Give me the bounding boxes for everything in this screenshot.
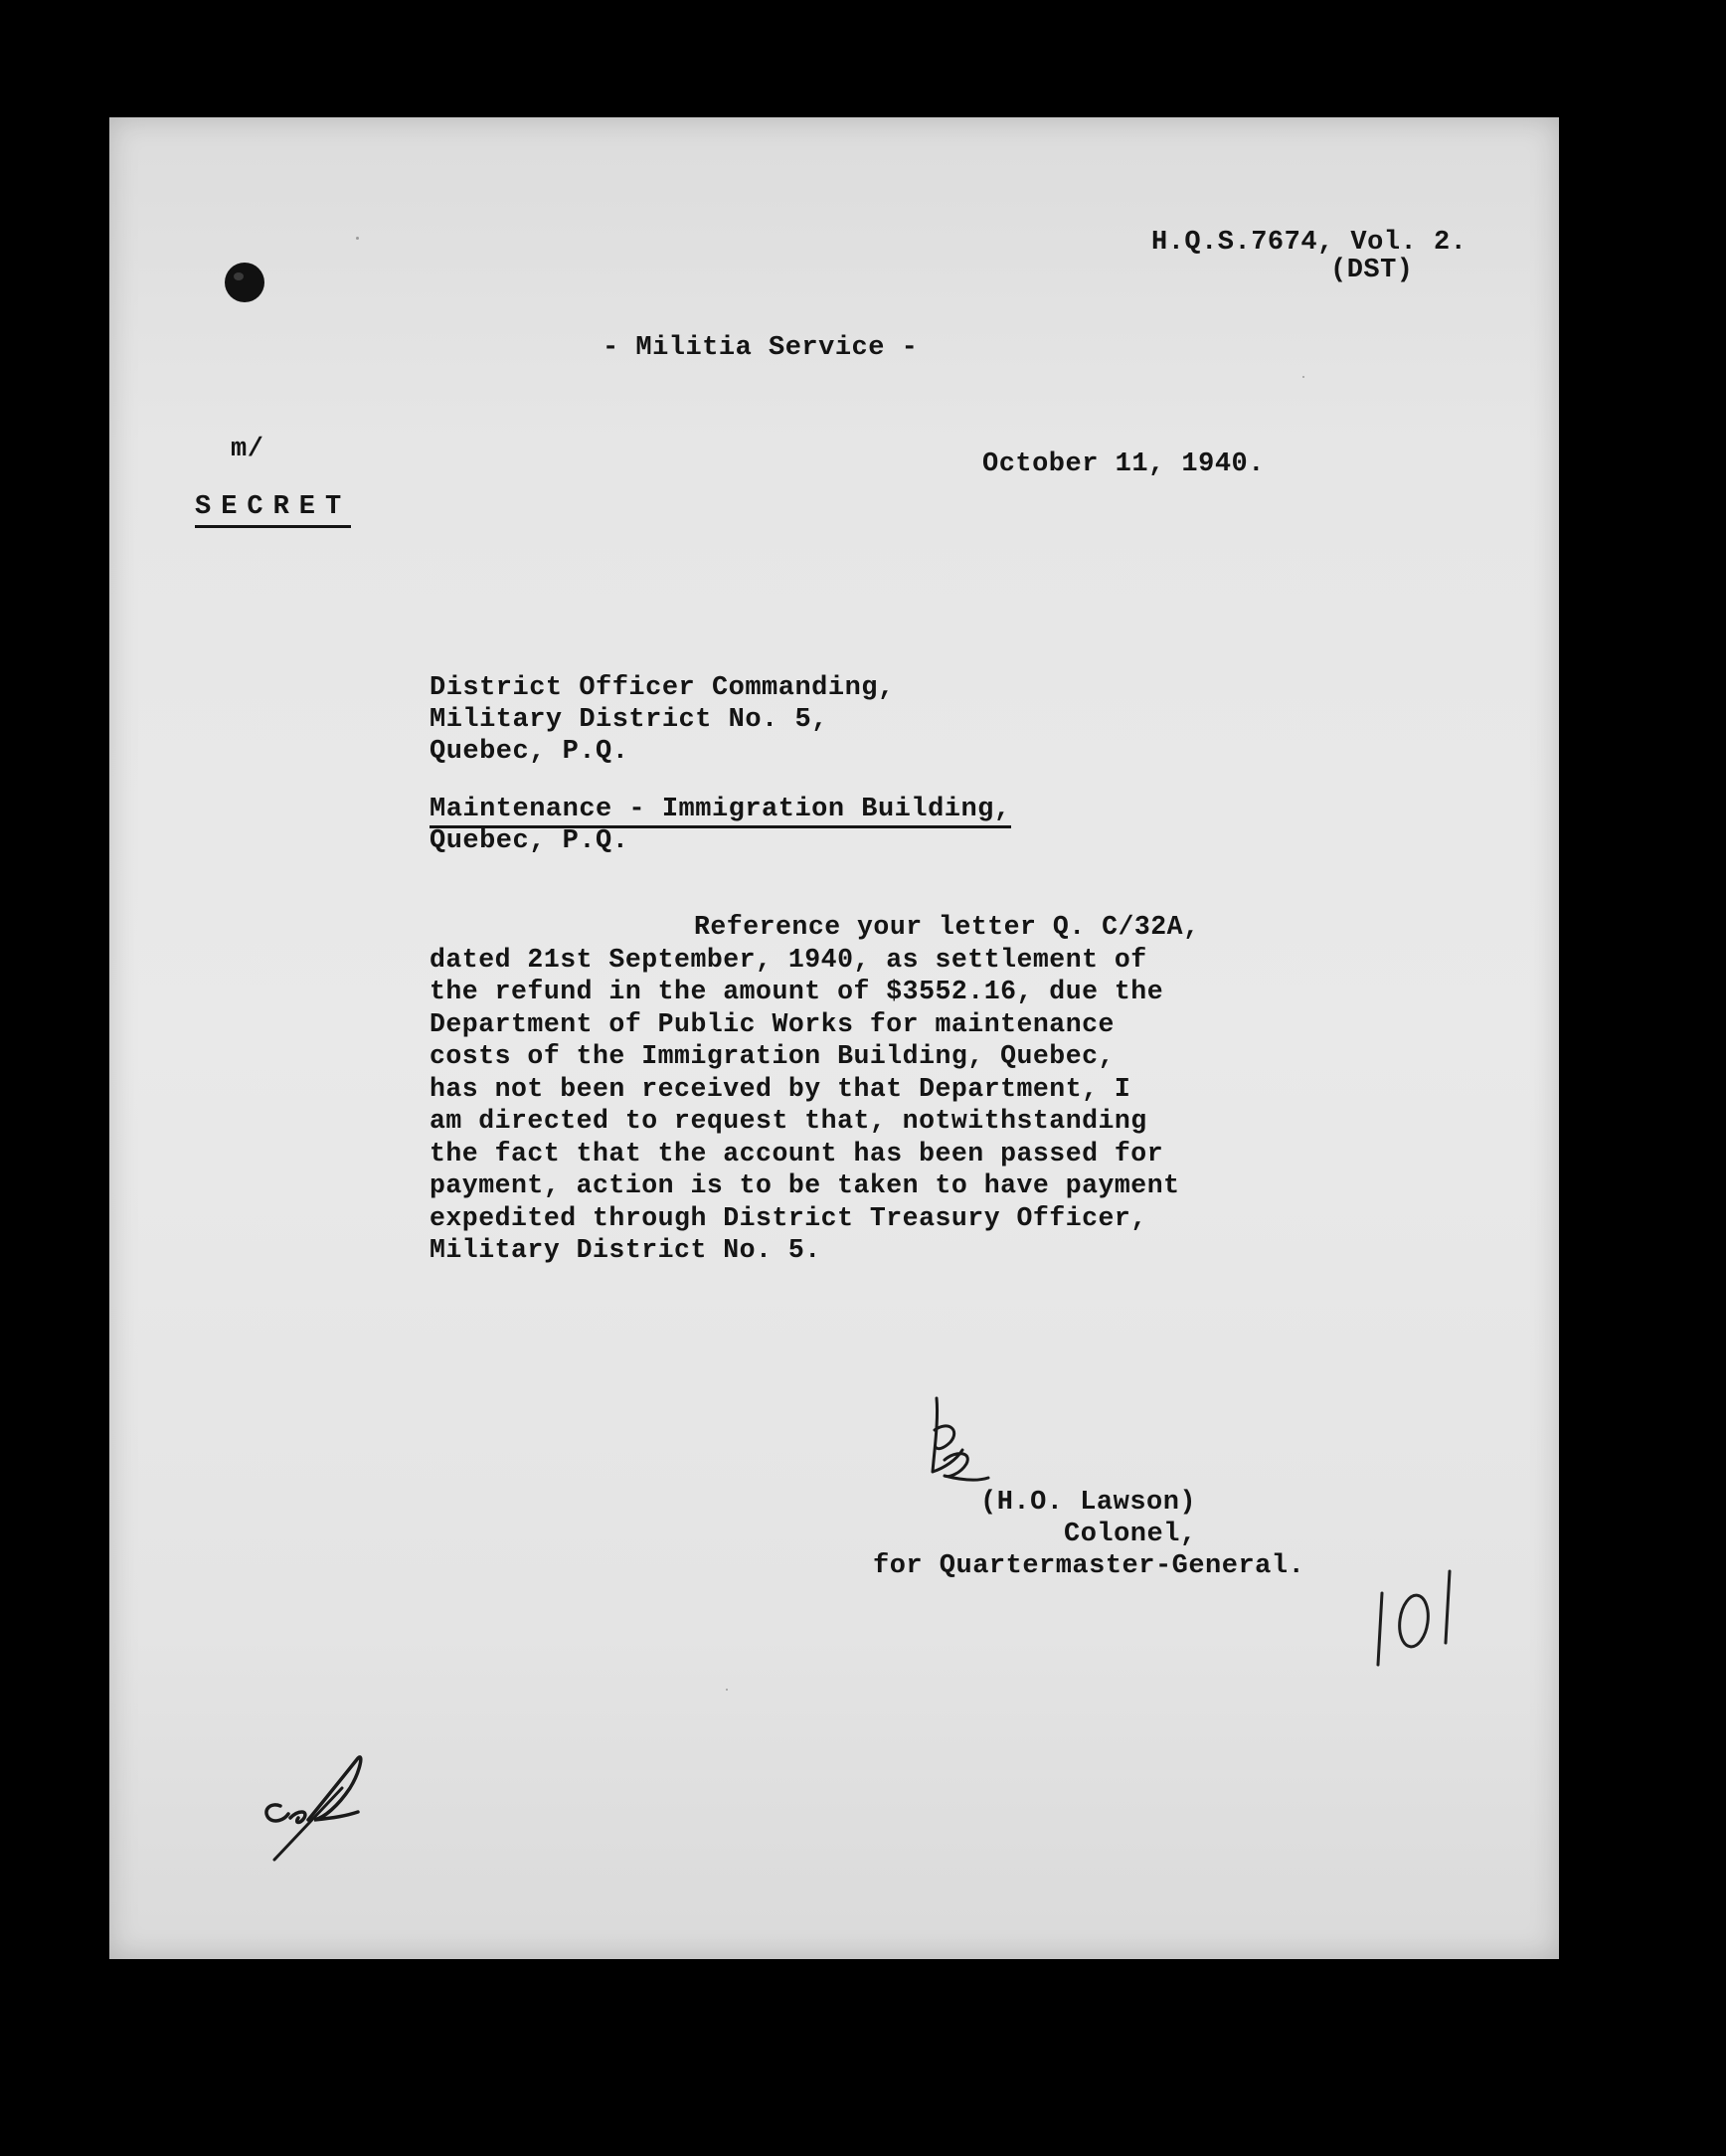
classification-label: SECRET <box>195 491 351 528</box>
paper-speck <box>356 237 359 240</box>
punch-hole-stamp <box>221 257 268 306</box>
signatory-name: (H.O. Lawson) <box>980 1488 1197 1518</box>
corner-initials-icon <box>247 1748 396 1878</box>
file-reference-number: H.Q.S.7674, Vol. 2. <box>1151 228 1467 258</box>
addressee-line: Military District No. 5, <box>430 705 828 735</box>
folio-number-icon <box>1370 1565 1469 1675</box>
paper-speck <box>1302 376 1304 378</box>
subject-line: Maintenance - Immigration Building, <box>430 795 1011 828</box>
letter-body <box>430 911 1199 1267</box>
body-line: the refund in the amount of $3552.16, due the <box>430 977 1164 1006</box>
body-line: expedited through District Treasury Officer, <box>430 1202 1147 1233</box>
signatory-title: for Quartermaster-General. <box>873 1551 1305 1581</box>
body-line: Reference your letter Q. C/32A, <box>694 912 1200 942</box>
body-line: am directed to request that, notwithstanding <box>430 1106 1147 1136</box>
file-reference <box>1151 227 1467 286</box>
body-line: Department of Public Works for maintenance <box>430 1008 1115 1039</box>
body-line: costs of the Immigration Building, Quebec, <box>430 1041 1115 1071</box>
document-page <box>109 117 1559 1959</box>
body-line: Military District No. 5. <box>430 1235 821 1265</box>
addressee-line: District Officer Commanding, <box>430 673 895 703</box>
paper-speck <box>726 1689 728 1691</box>
letter-date: October 11, 1940. <box>982 449 1265 479</box>
signature-block <box>873 1487 1304 1582</box>
addressee-block <box>430 672 895 768</box>
subject-line: Quebec, P.Q. <box>430 826 629 856</box>
body-line: has not been received by that Department, I <box>430 1073 1131 1104</box>
service-heading: - Militia Service - <box>603 333 919 363</box>
signatory-rank: Colonel, <box>1064 1520 1197 1549</box>
file-reference-branch: (DST) <box>1330 256 1414 285</box>
body-line: dated 21st September, 1940, as settlement of <box>430 944 1147 975</box>
body-line: the fact that the account has been passed for <box>430 1138 1164 1168</box>
body-line: payment, action is to be taken to have payment <box>430 1170 1180 1200</box>
addressee-line: Quebec, P.Q. <box>430 737 629 767</box>
signature-initials-icon <box>905 1390 1014 1500</box>
initial-mark: m/ <box>231 435 264 464</box>
subject-block <box>430 794 1011 857</box>
